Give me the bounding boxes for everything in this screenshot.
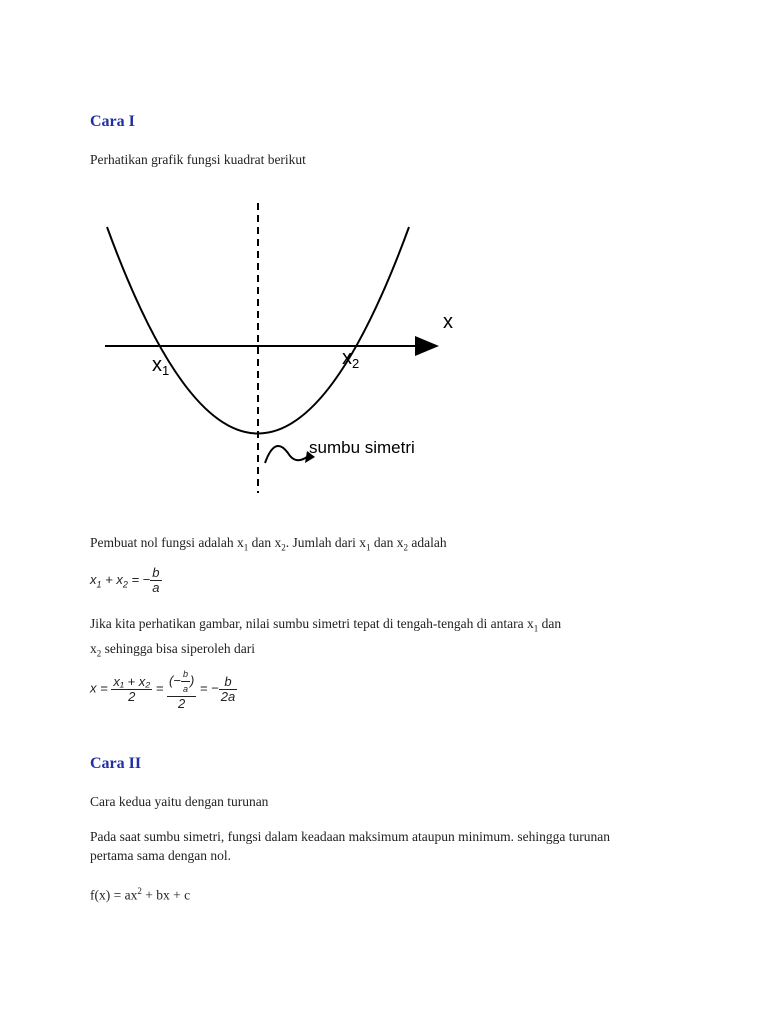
root1-label: $x_1$ bbox=[152, 354, 170, 378]
paragraph-roots: Pembuat nol fungsi adalah $x_1$ dan $x_2$. Jumlah dari $x_1$ dan $x_2$ adalah bbox=[90, 535, 447, 553]
quadratic-equation: $f(x) = ax^2$ + bx + c bbox=[90, 886, 191, 903]
intro-text: Perhatikan grafik fungsi kuadrat berikut bbox=[90, 152, 306, 167]
section-heading-cara-1: Cara I bbox=[90, 113, 135, 130]
x-axis-label: x bbox=[443, 311, 453, 333]
formula-axis-of-symmetry: x = $\frac{\text{x₁ + x₂}}{2}$ = (− $\frac{b}{a}$ ) 2 = − $\frac{b}{2a}$ bbox=[90, 669, 236, 711]
intro-text-derivative: Cara kedua yaitu dengan turunan bbox=[90, 794, 269, 809]
root2-label: $x_2$ bbox=[342, 347, 360, 371]
symmetry-label: sumbu simetri bbox=[309, 438, 415, 457]
paragraph-derivative: Pada saat sumbu simetri, fungsi dalam keadaan maksimum ataupun minimum. sehingga turunan pertama sama dengan nol. bbox=[90, 829, 611, 863]
formula-sum-of-roots: $x_1 + x_2$ = − $\frac{b}{a}$ bbox=[90, 565, 160, 595]
parabola-graph bbox=[95, 195, 475, 495]
paragraph-symmetry: Jika kita perhatikan gambar, nilai sumbu simetri tepat di tengah-tengah di antara $x_1$ dan $x_2$ sehingga bisa siperoleh dari bbox=[90, 616, 562, 659]
section-heading-cara-2: Cara II bbox=[90, 755, 142, 772]
pointer-squiggle-icon bbox=[265, 446, 307, 463]
